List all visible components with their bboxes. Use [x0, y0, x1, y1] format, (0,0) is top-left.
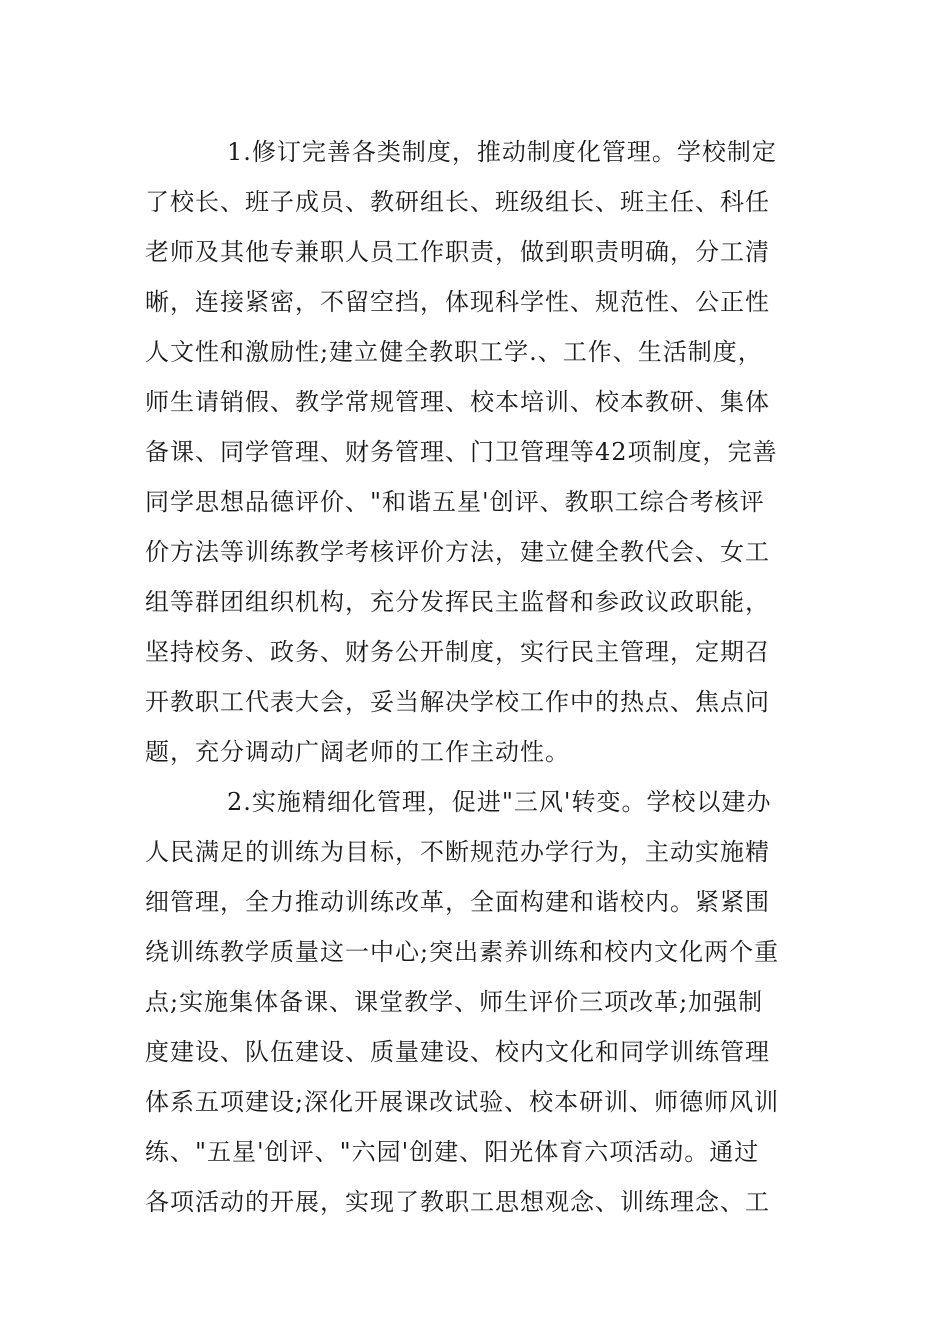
text-line: 组等群团组织机构，充分发挥民主监督和参政议政职能，	[145, 588, 770, 616]
paragraph-1	[145, 127, 807, 777]
text-line: 同学思想品德评价、"和谐五星'创评、教职工综合考核评	[145, 488, 765, 516]
text-line: 开教职工代表大会，妥当解决学校工作中的热点、焦点问	[145, 688, 770, 716]
text-line: 人文性和激励性;建立健全教职工学.、工作、生活制度，	[145, 338, 763, 366]
text-line: 晰，连接紧密，不留空挡，体现科学性、规范性、公正性	[145, 288, 770, 316]
text-line: 坚持校务、政务、财务公开制度，实行民主管理，定期召	[145, 638, 770, 666]
text-line: 练、"五星'创评、"六园'创建、阳光体育六项活动。通过	[145, 1138, 760, 1166]
text-line: 师生请销假、教学常规管理、校本培训、校本教研、集体	[145, 388, 770, 416]
text-line: 人民满足的训练为目标，不断规范办学行为，主动实施精	[145, 838, 770, 866]
text-line: 点;实施集体备课、课堂教学、师生评价三项改革;加强制	[145, 988, 764, 1016]
document-body	[145, 127, 807, 1227]
text-line: 度建设、队伍建设、质量建设、校内文化和同学训练管理	[145, 1038, 770, 1066]
text-line: 1.修订完善各类制度，推动制度化管理。学校制定	[227, 138, 777, 166]
text-line: 老师及其他专兼职人员工作职责，做到职责明确，分工清	[145, 238, 770, 266]
text-line: 各项活动的开展，实现了教职工思想观念、训练理念、工	[145, 1188, 770, 1216]
text-line: 体系五项建设;深化开展课改试验、校本研训、师德师风训	[145, 1088, 780, 1116]
text-line: 题，充分调动广阔老师的工作主动性。	[145, 738, 570, 766]
text-line: 2.实施精细化管理，促进"三风'转变。学校以建办	[227, 788, 772, 816]
text-line: 价方法等训练教学考核评价方法，建立健全教代会、女工	[145, 538, 770, 566]
text-line: 细管理，全力推动训练改革，全面构建和谐校内。紧紧围	[145, 888, 770, 916]
text-line: 绕训练教学质量这一中心;突出素养训练和校内文化两个重	[145, 938, 780, 966]
paragraph-2	[145, 777, 807, 1227]
text-line: 备课、同学管理、财务管理、门卫管理等42项制度，完善	[145, 438, 778, 466]
text-line: 了校长、班子成员、教研组长、班级组长、班主任、科任	[145, 188, 770, 216]
